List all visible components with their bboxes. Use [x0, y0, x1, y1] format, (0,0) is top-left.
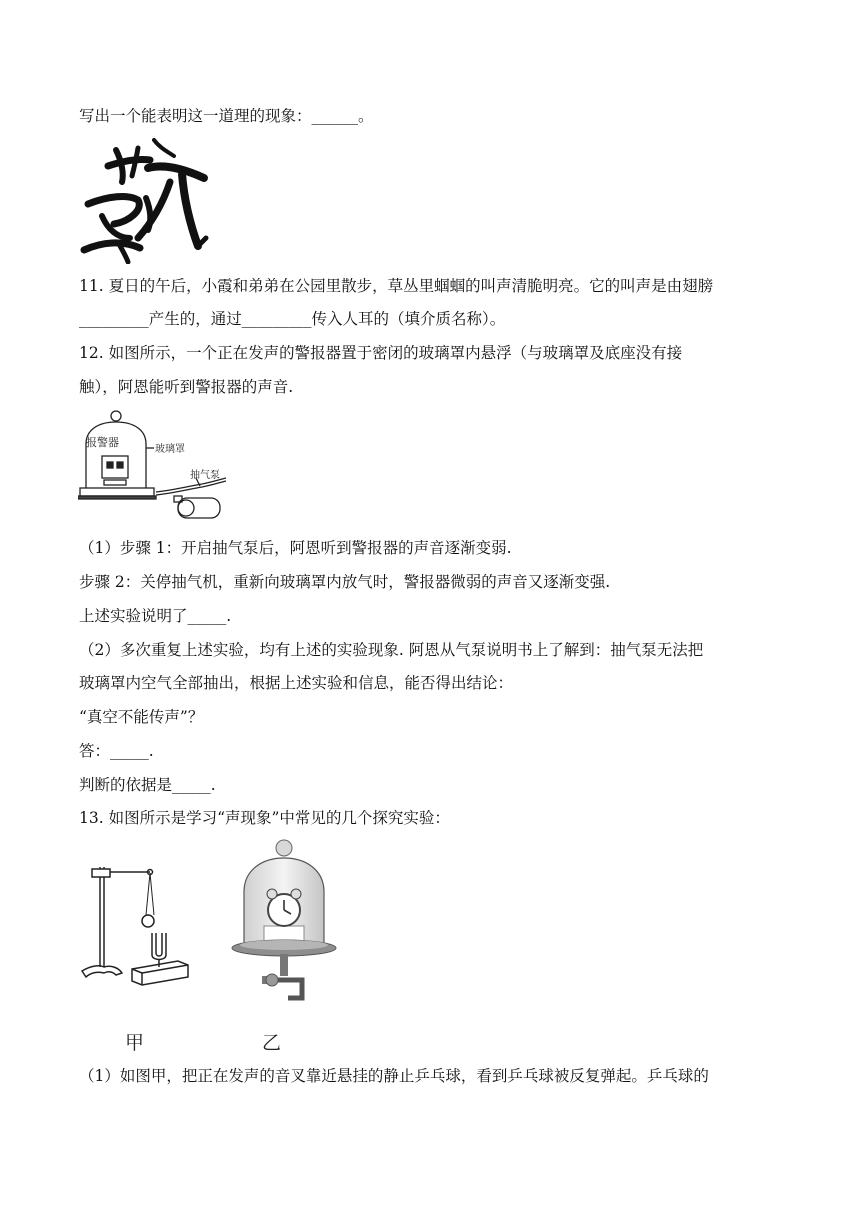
alarm-box [102, 456, 128, 478]
question-12-1-line-2: 步骤 2：关停抽气机，重新向玻璃罩内放气时，警报器微弱的声音又逐渐变强. [79, 573, 611, 591]
thread [146, 873, 150, 915]
label-glass-jar: 玻璃罩 [155, 444, 185, 455]
figure-caption-yi: 乙 [262, 1032, 282, 1054]
ping-pong-ball [142, 915, 154, 927]
question-11-line-1: 11. 夏日的午后，小霞和弟弟在公园里散步，草丛里蝈蝈的叫声清脆明亮。它的叫声是由翅膀 [79, 277, 714, 295]
text-line-answer-prompt: 写出一个能表明这一道理的现象：______。 [79, 107, 374, 125]
bell-jar-clock-figure [228, 836, 340, 1006]
question-12-2-line-2: 玻璃罩内空气全部抽出，根据上述实验和信息，能否得出结论： [79, 674, 514, 692]
jar-knob [276, 840, 292, 856]
question-12-2-line-1: （2）多次重复上述实验，均有上述的实验现象. 阿恩从气泵说明书上了解到：抽气泵无法把 [79, 641, 704, 659]
question-12-2-line-4: 答：_____. [79, 742, 154, 760]
label-pump: 抽气泵 [190, 470, 220, 481]
question-12-1-line-1: （1）步骤 1：开启抽气泵后，阿恩听到警报器的声音逐渐变弱. [79, 539, 512, 557]
question-12-line-1: 12. 如图所示，一个正在发声的警报器置于密闭的玻璃罩内悬浮（与玻璃罩及底座没有接 [79, 344, 683, 362]
question-12-2-line-3: “真空不能传声”？ [79, 708, 204, 726]
question-12-2-line-5: 判断的依据是_____. [79, 776, 216, 794]
pump-body [178, 498, 220, 518]
jar-base [80, 488, 154, 496]
calligraphy-image [78, 138, 212, 264]
question-13-line-1: 13. 如图所示是学习“声现象”中常见的几个探究实验： [79, 809, 450, 827]
bell-jar-alarm-figure [78, 408, 238, 528]
label-alarm: 报警器 [86, 436, 119, 449]
figure-caption-jia: 甲 [125, 1032, 145, 1054]
valve-pipe [280, 954, 288, 976]
tuning-fork-figure [78, 855, 194, 990]
question-12-1-line-3: 上述实验说明了_____. [79, 607, 232, 625]
question-12-line-2: 触），阿恩能听到警报器的声音. [79, 378, 294, 396]
question-11-line-2: _________产生的，通过_________传入人耳的（填介质名称）。 [79, 310, 506, 328]
question-13-1-line-1: （1）如图甲，把正在发声的音叉靠近悬挂的静止乒乓球，看到乒乓球被反复弹起。乒乓球的 [79, 1067, 709, 1085]
jar-knob [111, 411, 121, 421]
stand-base [82, 966, 122, 977]
